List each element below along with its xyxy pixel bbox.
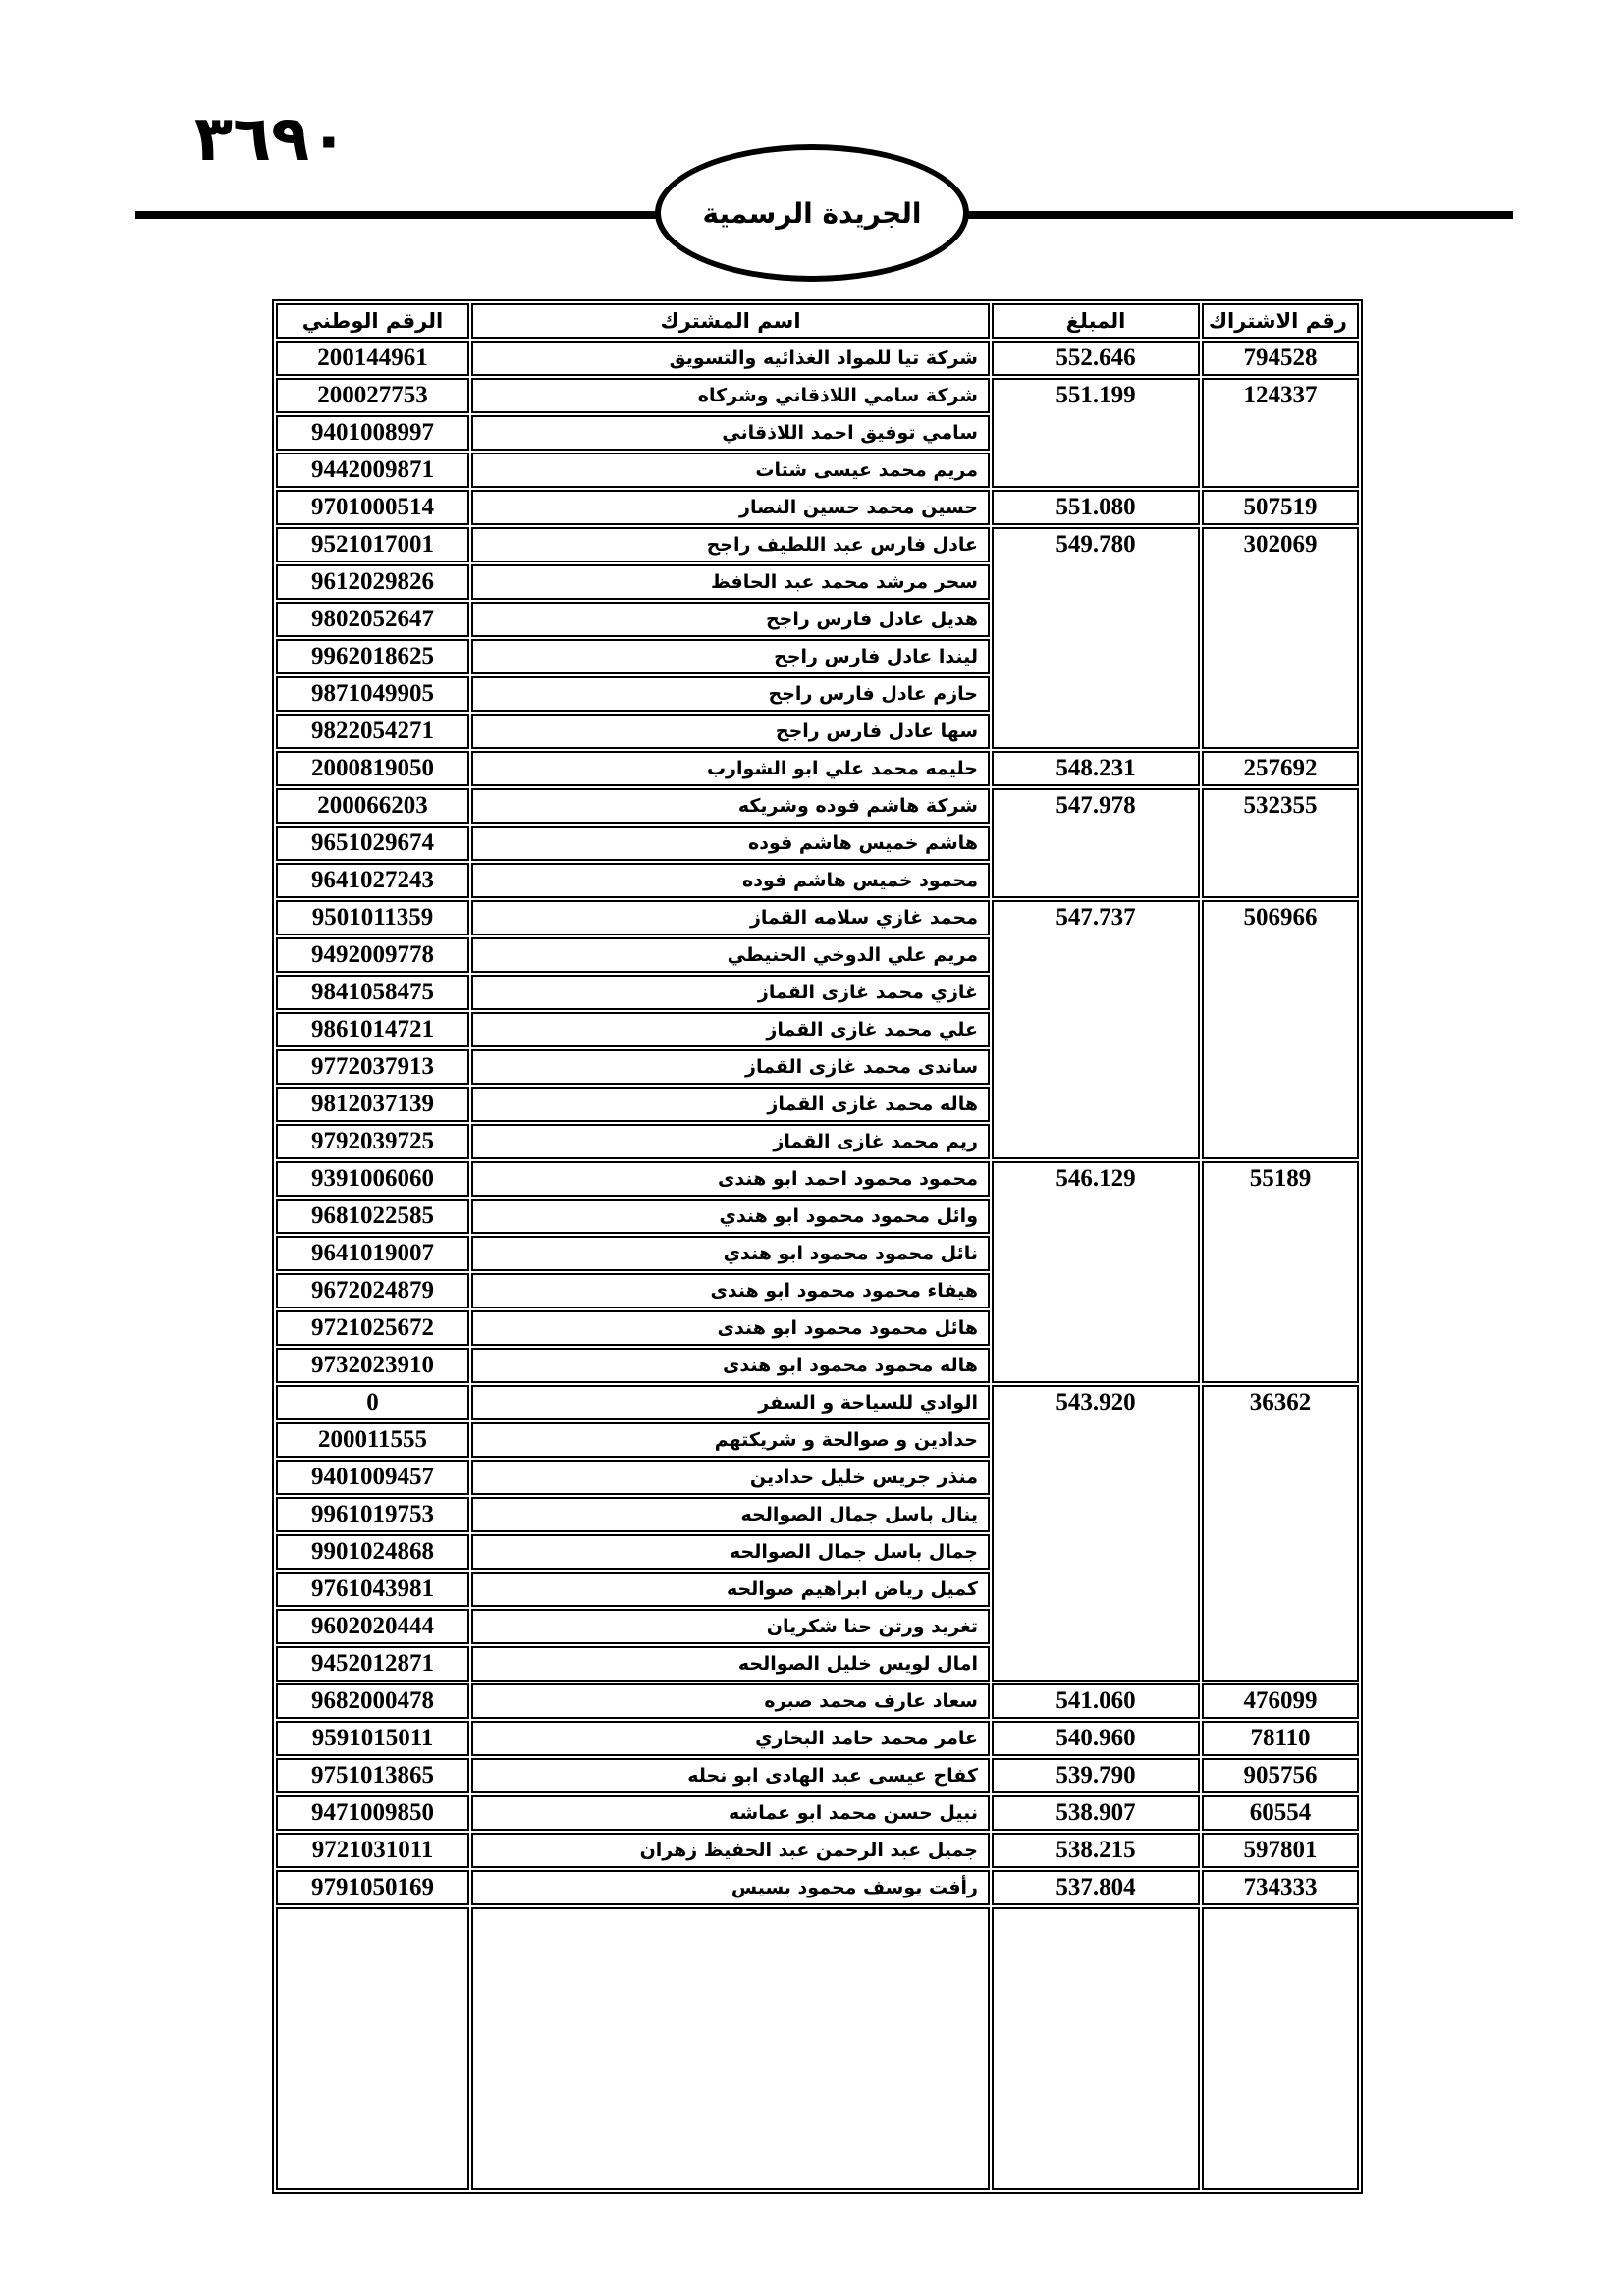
subscription-number: 794528	[1202, 341, 1359, 376]
national-number: 200066203	[276, 788, 469, 824]
national-number: 9521017001	[276, 527, 469, 562]
empty-cell	[471, 1907, 990, 2190]
subscriber-name: هاله محمد غازى القماز	[471, 1087, 990, 1122]
subscriber-name: محمود محمود احمد ابو هندى	[471, 1161, 990, 1197]
subscriber-name: هاله محمود محمود ابو هندى	[471, 1348, 990, 1383]
table-row	[276, 1385, 1359, 1420]
table-row	[276, 1833, 1359, 1868]
national-number: 9452012871	[276, 1646, 469, 1682]
amount: 539.790	[992, 1758, 1200, 1793]
empty-cell	[276, 1907, 469, 2190]
subscriber-name: هائل محمود محمود ابو هندى	[471, 1310, 990, 1346]
subscriber-name: سعاد عارف محمد صبره	[471, 1683, 990, 1719]
subscriber-name: حدادين و صوالحة و شريكتهم	[471, 1422, 990, 1458]
table-row	[276, 341, 1359, 376]
amount: 551.199	[992, 378, 1200, 488]
subscription-number: 532355	[1202, 788, 1359, 898]
amount: 538.907	[992, 1795, 1200, 1831]
national-number: 9651029674	[276, 826, 469, 861]
subscriber-name: رأفت يوسف محمود بسيس	[471, 1870, 990, 1905]
national-number: 200027753	[276, 378, 469, 413]
subscriber-name: ريم محمد غازى القماز	[471, 1124, 990, 1159]
subscriber-name: عامر محمد حامد البخاري	[471, 1721, 990, 1756]
amount: 541.060	[992, 1683, 1200, 1719]
subscription-number: 55189	[1202, 1161, 1359, 1383]
national-number: 9792039725	[276, 1124, 469, 1159]
header-sub-no: رقم الاشتراك	[1202, 303, 1359, 339]
subscriber-name: شركة سامي اللاذقاني وشركاه	[471, 378, 990, 413]
subscription-number: 597801	[1202, 1833, 1359, 1868]
subscriber-name: ساندى محمد غازى القماز	[471, 1049, 990, 1085]
header-name: اسم المشترك	[471, 303, 990, 339]
subscriber-name: محمد غازي سلامه القماز	[471, 900, 990, 935]
subscriber-name: امال لويس خليل الصوالحه	[471, 1646, 990, 1682]
subscriber-name: سها عادل فارس راجح	[471, 714, 990, 749]
national-number: 9641027243	[276, 863, 469, 898]
national-number: 9471009850	[276, 1795, 469, 1831]
table-row	[276, 490, 1359, 525]
subscriber-name: كفاح عيسى عبد الهادى ابو نحله	[471, 1758, 990, 1793]
table-row	[276, 1870, 1359, 1905]
header-amount: المبلغ	[992, 303, 1200, 339]
national-number: 0	[276, 1385, 469, 1420]
amount: 551.080	[992, 490, 1200, 525]
subscriber-name: مريم علي الدوخي الحنيطي	[471, 937, 990, 973]
table-header-row	[276, 303, 1359, 339]
national-number: 9641019007	[276, 1236, 469, 1271]
national-number: 9612029826	[276, 564, 469, 600]
table-row	[276, 1758, 1359, 1793]
subscription-number: 302069	[1202, 527, 1359, 749]
national-number: 9721025672	[276, 1310, 469, 1346]
national-number: 9962018625	[276, 639, 469, 674]
subscription-number: 36362	[1202, 1385, 1359, 1682]
table-row	[276, 900, 1359, 935]
amount: 547.978	[992, 788, 1200, 898]
table-row	[276, 1721, 1359, 1756]
national-number: 9492009778	[276, 937, 469, 973]
table-row	[276, 378, 1359, 413]
table-row	[276, 527, 1359, 562]
national-number: 9802052647	[276, 602, 469, 637]
national-number: 9401008997	[276, 415, 469, 451]
subscriber-name: الوادي للسياحة و السفر	[471, 1385, 990, 1420]
national-number: 200144961	[276, 341, 469, 376]
national-number: 9682000478	[276, 1683, 469, 1719]
subscriber-name: عادل فارس عبد اللطيف راجح	[471, 527, 990, 562]
national-number: 9672024879	[276, 1273, 469, 1308]
subscription-number: 506966	[1202, 900, 1359, 1159]
subscriber-name: نبيل حسن محمد ابو عماشه	[471, 1795, 990, 1831]
subscription-number: 734333	[1202, 1870, 1359, 1905]
subscriber-name: حسين محمد حسين النصار	[471, 490, 990, 525]
subscriber-name: مريم محمد عيسى شتات	[471, 453, 990, 488]
table-row	[276, 751, 1359, 786]
subscriber-name: محمود خميس هاشم فوده	[471, 863, 990, 898]
national-number: 9732023910	[276, 1348, 469, 1383]
national-number: 9501011359	[276, 900, 469, 935]
subscriber-name: ينال باسل جمال الصوالحه	[471, 1497, 990, 1532]
header-national-no: الرقم الوطني	[276, 303, 469, 339]
table-row	[276, 1795, 1359, 1831]
national-number: 9961019753	[276, 1497, 469, 1532]
subscription-number: 124337	[1202, 378, 1359, 488]
empty-cell	[1202, 1907, 1359, 2190]
subscriber-name: حازم عادل فارس راجح	[471, 676, 990, 712]
national-number: 9761043981	[276, 1572, 469, 1607]
empty-cell	[992, 1907, 1200, 2190]
page-number: ٣٦٩٠	[194, 103, 349, 176]
subscriber-name: نائل محمود محمود ابو هندي	[471, 1236, 990, 1271]
national-number: 9701000514	[276, 490, 469, 525]
subscriber-name: كميل رياض ابراهيم صوالحه	[471, 1572, 990, 1607]
national-number: 9591015011	[276, 1721, 469, 1756]
national-number: 9401009457	[276, 1460, 469, 1495]
subscriber-name: تغريد ورتن حنا شكريان	[471, 1609, 990, 1644]
national-number: 9721031011	[276, 1833, 469, 1868]
subscriber-name: شركة تيا للمواد الغذائيه والتسويق	[471, 341, 990, 376]
national-number: 9681022585	[276, 1199, 469, 1234]
subscriber-name: جميل عبد الرحمن عبد الحفيظ زهران	[471, 1833, 990, 1868]
table-row	[276, 788, 1359, 824]
subscriber-name: غازي محمد غازى القماز	[471, 975, 990, 1010]
subscriber-name: وائل محمود محمود ابو هندي	[471, 1199, 990, 1234]
subscription-number: 476099	[1202, 1683, 1359, 1719]
subscription-number: 78110	[1202, 1721, 1359, 1756]
national-number: 200011555	[276, 1422, 469, 1458]
subscriber-name: علي محمد غازى القماز	[471, 1012, 990, 1047]
national-number: 9901024868	[276, 1534, 469, 1570]
subscriber-name: ليندا عادل فارس راجح	[471, 639, 990, 674]
amount: 552.646	[992, 341, 1200, 376]
subscriber-name: سحر مرشد محمد عبد الحافظ	[471, 564, 990, 600]
national-number: 9822054271	[276, 714, 469, 749]
table-row	[276, 1161, 1359, 1197]
amount: 549.780	[992, 527, 1200, 749]
national-number: 9751013865	[276, 1758, 469, 1793]
subscription-number: 60554	[1202, 1795, 1359, 1831]
national-number: 2000819050	[276, 751, 469, 786]
national-number: 9772037913	[276, 1049, 469, 1085]
amount: 537.804	[992, 1870, 1200, 1905]
amount: 540.960	[992, 1721, 1200, 1756]
subscriber-name: هديل عادل فارس راجح	[471, 602, 990, 637]
national-number: 9391006060	[276, 1161, 469, 1197]
gazette-title: الجريدة الرسمية	[702, 196, 922, 230]
subscriber-name: سامي توفيق احمد اللاذقاني	[471, 415, 990, 451]
national-number: 9442009871	[276, 453, 469, 488]
table-row	[276, 1683, 1359, 1719]
subscribers-table	[272, 299, 1363, 2194]
subscriber-name: حليمه محمد علي ابو الشوارب	[471, 751, 990, 786]
national-number: 9871049905	[276, 676, 469, 712]
subscription-number: 905756	[1202, 1758, 1359, 1793]
subscriber-name: شركة هاشم فوده وشريكه	[471, 788, 990, 824]
subscriber-name: جمال باسل جمال الصوالحه	[471, 1534, 990, 1570]
amount: 547.737	[992, 900, 1200, 1159]
national-number: 9791050169	[276, 1870, 469, 1905]
subscriber-name: هيفاء محمود محمود ابو هندى	[471, 1273, 990, 1308]
empty-row	[276, 1907, 1359, 2190]
amount: 538.215	[992, 1833, 1200, 1868]
subscription-number: 257692	[1202, 751, 1359, 786]
national-number: 9812037139	[276, 1087, 469, 1122]
header-ellipse	[655, 144, 969, 282]
amount: 546.129	[992, 1161, 1200, 1383]
national-number: 9861014721	[276, 1012, 469, 1047]
amount: 548.231	[992, 751, 1200, 786]
subscription-number: 507519	[1202, 490, 1359, 525]
amount: 543.920	[992, 1385, 1200, 1682]
national-number: 9841058475	[276, 975, 469, 1010]
national-number: 9602020444	[276, 1609, 469, 1644]
subscriber-name: منذر جريس خليل حدادين	[471, 1460, 990, 1495]
subscriber-name: هاشم خميس هاشم فوده	[471, 826, 990, 861]
